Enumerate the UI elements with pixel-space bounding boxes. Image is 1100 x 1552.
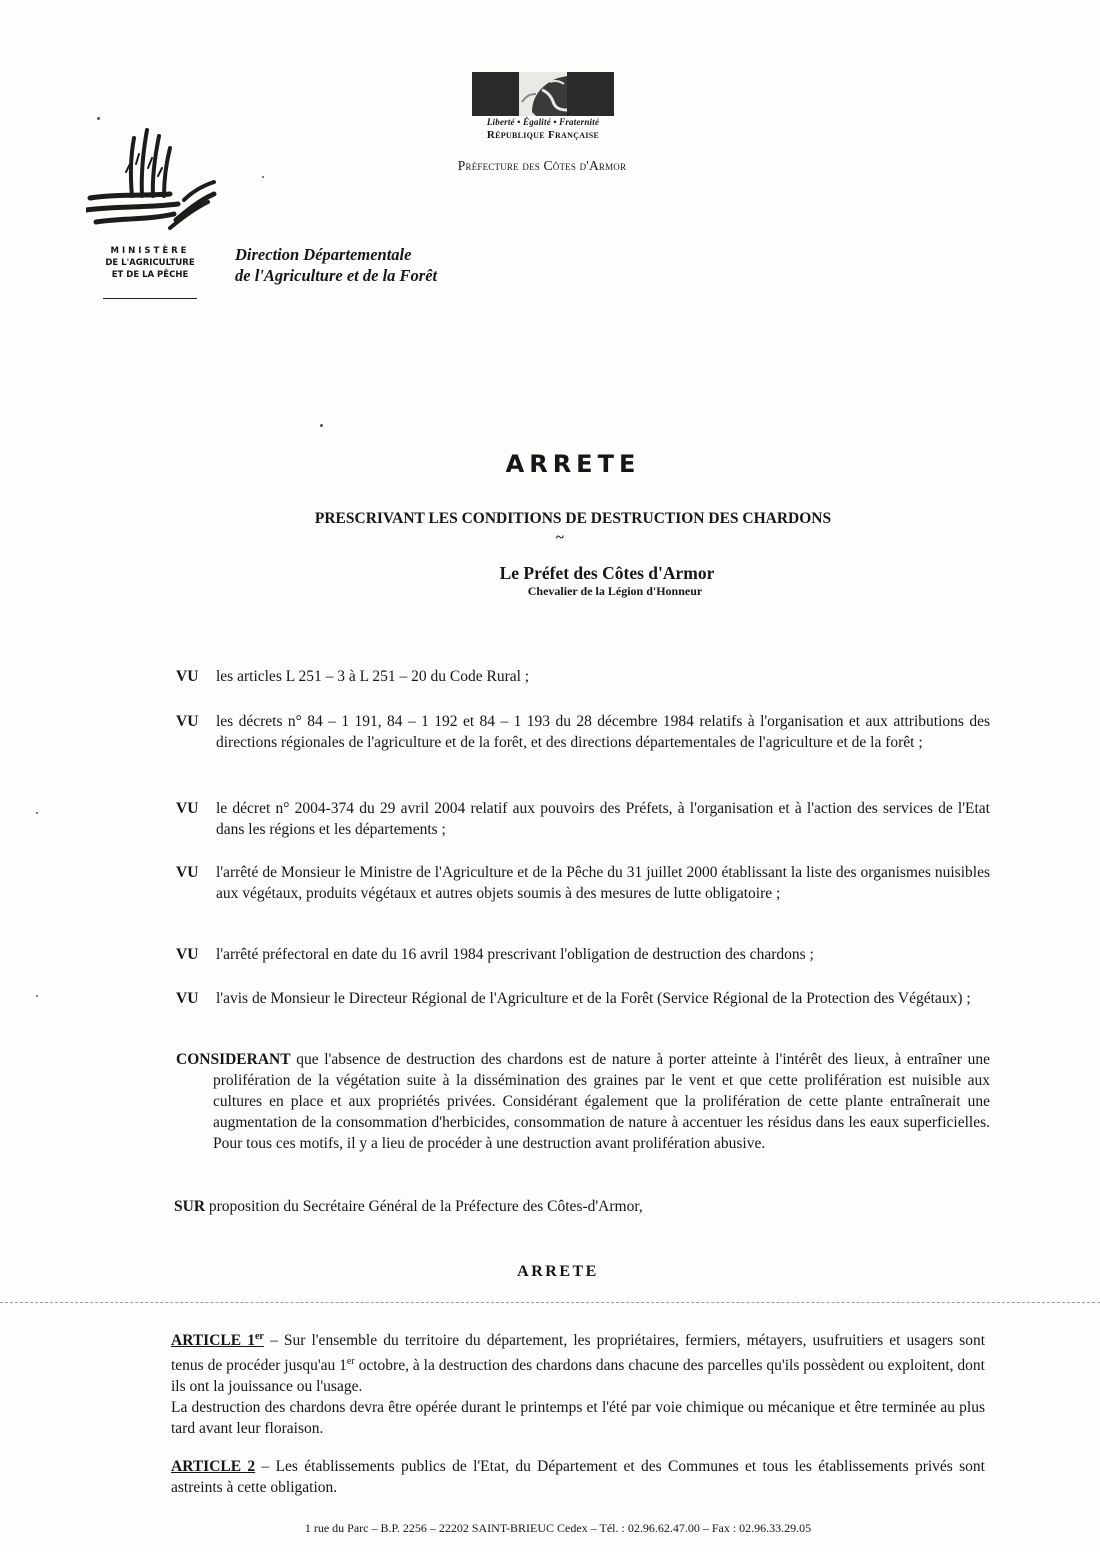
consideration-item (176, 666, 990, 687)
document-subtitle: PRESCRIVANT LES CONDITIONS DE DESTRUCTION DES CHARDONS (314, 510, 832, 527)
ministry-name-line2: DE L'AGRICULTURE (105, 258, 195, 268)
document-title: ARRETE (505, 450, 641, 478)
considerant-text: que l'absence de destruction des chardons est de nature à porter atteinte à l'intérêt des lieux, à entraîner une prolifération de la végétation suite à la dissémination des graines par le vent et que cette prolifération est nuisible aux cultures en place et aux propriétés privées. Considérant également que la prolifération de cette plante entraînerait une augmentation de la consommation d'herbicides, consommation de nature à accentuer les résidus dans les eaux superficielles. Pour tous ces motifs, il y a lieu de procéder à une destruction avant prolifération abusive. (213, 1051, 990, 1152)
article-1-label-main: ARTICLE 1 (171, 1332, 255, 1350)
consideration-item (176, 944, 990, 965)
consideration-item (176, 988, 990, 1009)
sur-lead: SUR (174, 1198, 206, 1215)
vu-label: VU (176, 946, 199, 963)
scan-speck (36, 995, 38, 997)
footer-address: 1 rue du Parc – B.P. 2256 – 22202 SAINT-BRIEUC Cedex – Tél. : 02.96.62.47.00 – Fax : 02.96.33.29.05 (304, 1521, 812, 1535)
article-1-text-sup: er (346, 1356, 355, 1368)
considerant-paragraph (176, 1049, 990, 1154)
consideration-item (176, 711, 990, 753)
consideration-item (176, 798, 990, 840)
article-1-label (171, 1332, 264, 1349)
consideration-text: les articles L 251 – 3 à L 251 – 20 du Code Rural ; (216, 668, 530, 685)
article-2-label: ARTICLE 2 (171, 1458, 256, 1475)
scan-speck (262, 176, 264, 178)
directorate-line2: de l'Agriculture et de la Forêt (235, 266, 438, 285)
ministry-name-line1: MINISTÈRE (110, 246, 190, 256)
vu-label: VU (176, 713, 199, 730)
article-1-text-a: – Sur l'ensemble du territoire du département, les propriétaires, fermiers, métayers, usufruitiers et usagers sont tenus de procéder jusqu'au 1 (171, 1332, 985, 1375)
consideration-text: l'avis de Monsieur le Directeur Régional de l'Agriculture et de la Forêt (Service Régional de la Protection des Végétaux) ; (216, 990, 971, 1007)
ministry-divider (103, 298, 197, 299)
article-1-paragraph-1 (171, 1326, 985, 1397)
article-1-text-b: octobre, à la destruction des chardons dans chacune des parcelles qu'ils possèdent ou exploitent, dont ils ont la jouissance ou l'usage. (171, 1357, 985, 1396)
consideration-item (176, 862, 990, 904)
article-1 (171, 1326, 985, 1439)
article-2 (171, 1456, 985, 1498)
consideration-text: le décret n° 2004-374 du 29 avril 2004 relatif aux pouvoirs des Préfets, à l'organisation et à l'action des services de l'Etat dans les régions et les départements ; (216, 800, 990, 838)
scan-speck (320, 424, 323, 427)
prefecture-name: Préfecture des Côtes d'Armor (457, 158, 627, 173)
title-separator: ~ (556, 530, 564, 546)
sur-paragraph (174, 1196, 994, 1217)
consideration-text: l'arrêté de Monsieur le Ministre de l'Agriculture et de la Pêche du 31 juillet 2000 établissant la liste des organismes nuisibles aux végétaux, produits végétaux et autres objets soumis à des mesures de lutte obligatoire ; (216, 864, 990, 902)
sur-text: proposition du Secrétaire Général de la Préfecture des Côtes-d'Armor, (205, 1198, 643, 1215)
scan-speck (36, 812, 38, 814)
consideration-text: l'arrêté préfectoral en date du 16 avril 1984 prescrivant l'obligation de destruction des chardons ; (216, 946, 814, 963)
considerant-lead: CONSIDERANT (176, 1051, 291, 1068)
ministry-emblem-icon (86, 124, 218, 242)
directorate-line1: Direction Départementale (235, 245, 412, 264)
vu-label: VU (176, 800, 199, 817)
vu-label: VU (176, 990, 199, 1007)
vu-label: VU (176, 668, 199, 685)
republic-name: République Française (486, 129, 600, 141)
prefect-name: Le Préfet des Côtes d'Armor (499, 563, 715, 583)
article-1-paragraph-2: La destruction des chardons devra être opérée durant le printemps et l'été par voie chimique ou mécanique et être terminée au plus tard avant leur floraison. (171, 1399, 985, 1438)
directorate-name (235, 244, 535, 286)
marianne-logo (472, 72, 614, 116)
article-1-label-sup: er (254, 1331, 264, 1342)
vu-label: VU (176, 864, 199, 881)
republic-motto: Liberté • Égalité • Fraternité (486, 117, 600, 127)
scan-speck (97, 117, 100, 120)
consideration-text: les décrets n° 84 – 1 191, 84 – 1 192 et 84 – 1 193 du 28 décembre 1984 relatifs à l'organisation et aux attributions des directions régionales de l'agriculture et de la forêt, et des directions départementales de l'agriculture et de la forêt ; (216, 713, 990, 751)
decision-title: ARRETE (517, 1263, 599, 1280)
article-2-text: – Les établissements publics de l'Etat, du Département et des Communes et tous les établissements privés sont astreints à cette obligation. (171, 1458, 985, 1496)
ministry-name (100, 245, 200, 281)
prefect-honor: Chevalier de la Légion d'Honneur (527, 584, 703, 598)
scan-artifact-line (0, 1302, 1100, 1303)
ministry-name-line3: ET DE LA PÊCHE (111, 270, 189, 280)
